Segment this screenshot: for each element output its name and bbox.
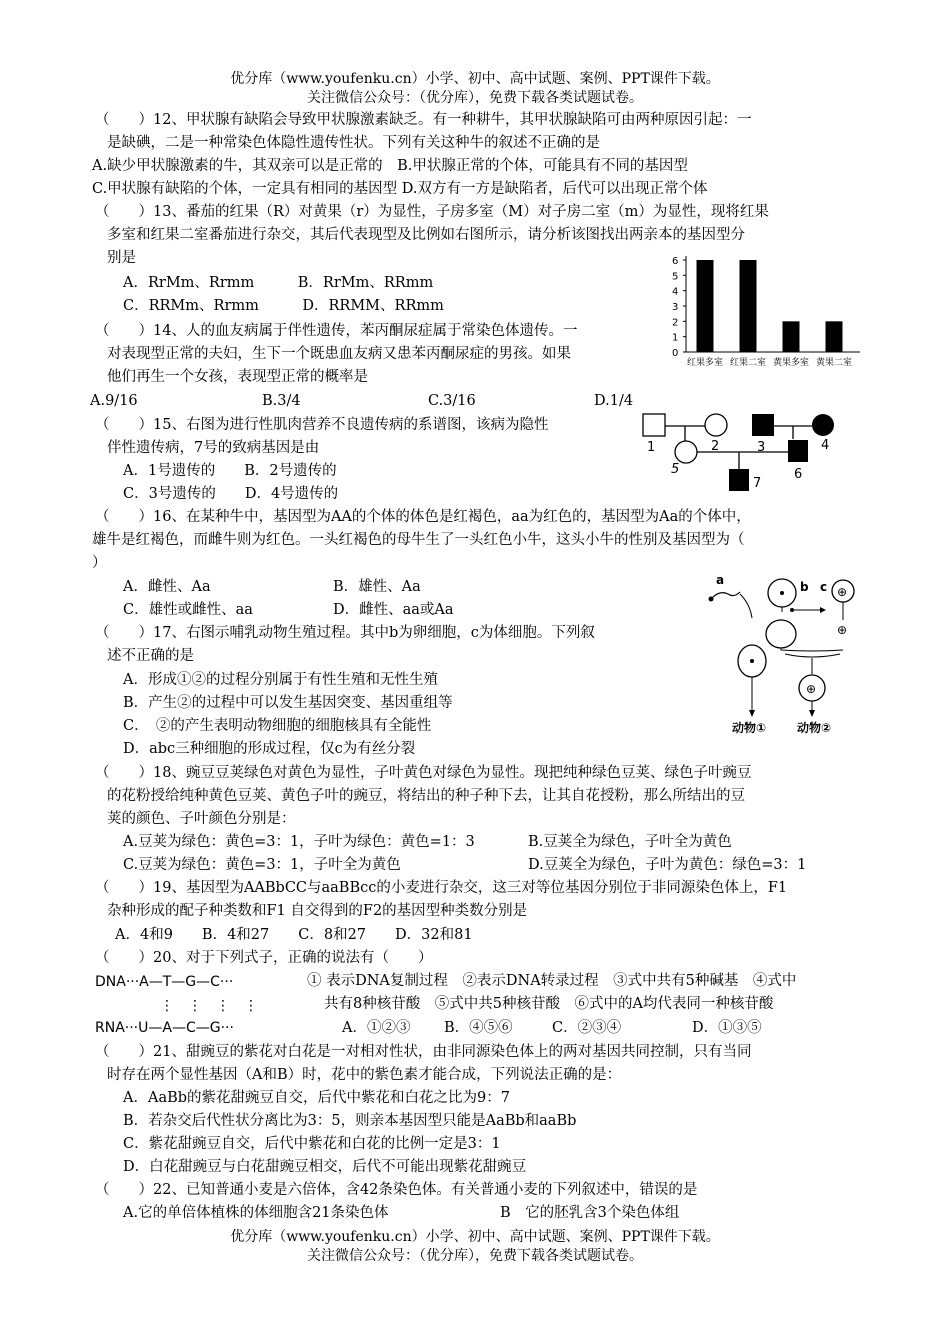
footer-line-2: 关注微信公众号：（优分库），免费下载各类试题试卷。: [307, 1248, 643, 1264]
q13-line-1: （ ）13、番茄的红果（R）对黄果（r）为显性，子房多室（M）对子房二室（m）为显性，现将红果: [95, 204, 769, 220]
label-c: c: [820, 580, 828, 594]
enucleated-egg: [766, 620, 796, 648]
q16-option-c: C．雄性或雌性、aa: [123, 602, 253, 618]
label-3: 3: [757, 440, 766, 455]
q16-line-3: ）: [92, 555, 107, 571]
q19-line-1: （ ）19、基因型为AABbCC与aaBBcc的小麦进行杂交，这三对等位基因分别位于非同源染色体上，F1: [95, 880, 788, 896]
label-7: 7: [753, 476, 762, 491]
sperm-a-head: [709, 597, 714, 602]
q20-option-d: D．①③⑤: [692, 1020, 762, 1036]
q13-options-ab: A．RrMm、Rrmm B．RrMm、RRmm: [123, 275, 434, 291]
q12-line-2: 是缺碘，二是一种常染色体隐性遗传性状。下列有关这种牛的叙述不正确的是: [107, 135, 600, 151]
q20-rna-strand: RNA···U—A—C—G···: [95, 1020, 234, 1036]
pedigree-chart: [635, 405, 865, 497]
q13-line-2: 多室和红果二室番茄进行杂交，其后代表现型及比例如右图所示，请分析该图找出两亲本的基因型分: [107, 227, 745, 243]
bar: [783, 321, 800, 352]
individual-7-male-affected: [729, 469, 749, 491]
q20-line-1: （ ）20、对于下列式子，正确的说法有（ ）: [95, 950, 433, 966]
y-tick-label: 1: [672, 332, 679, 344]
individual-3-male-affected: [752, 414, 774, 436]
q13-options-cd: C．RRMm、Rrmm D．RRMM、RRmm: [123, 298, 444, 314]
q12-line-1: （ ）12、甲状腺有缺陷会导致甲状腺激素缺乏。有一种耕牛，其甲状腺缺陷可由两种原因引起：一: [95, 112, 752, 128]
q22-line-1: （ ）22、已知普通小麦是六倍体，含42条染色体。有关普通小麦的下列叙述中，错误的是: [95, 1182, 698, 1198]
individual-4-female-affected: [812, 414, 834, 436]
q21-option-c: C．紫花甜豌豆自交，后代中紫花和白花的比例一定是3：1: [123, 1136, 501, 1152]
individual-1-male-normal: [643, 414, 665, 436]
q18-line-2: 的花粉授给纯种黄色豆荚、黄色子叶的豌豆，将结出的种子种下去，让其自花授粉，那么所结出的豆: [107, 788, 745, 804]
q16-option-a: A．雌性、Aa: [123, 579, 211, 595]
reconstructed-arrowhead: [809, 710, 815, 717]
q18-line-1: （ ）18、豌豆豆荚绿色对黄色为显性，子叶黄色对绿色为显性。现把纯种绿色豆荚、绿色子叶豌豆: [95, 765, 752, 781]
q18-line-3: 荚的颜色、子叶颜色分别是：: [107, 811, 296, 827]
q18-option-b: B.豆荚全为绿色，子叶全为黄色: [528, 834, 732, 850]
y-tick-label: 2: [672, 317, 679, 329]
q18-option-c: C.豆荚为绿色：黄色=3：1，子叶全为黄色: [123, 857, 401, 873]
x-category-label: 红果二室: [729, 358, 767, 368]
bar: [826, 321, 843, 352]
y-tick-label: 4: [672, 286, 679, 298]
q14-option-d: D.1/4: [594, 393, 634, 409]
q15-line-2: 伴性遗传病，7号的致病基因是由: [107, 440, 320, 456]
extracted-nucleus-plus: ⊕: [837, 623, 848, 637]
zygote-nucleus: [750, 659, 754, 663]
header-line-1: 优分库（www.youfenku.cn）小学、初中、高中试题、案例、PPT课件下载。: [230, 71, 720, 87]
q16-line-2: 雄牛是红褐色，而雌牛则为红色。一头红褐色的母牛生了一头红色小牛，这头小牛的性别及基因型为（: [92, 532, 745, 548]
q12-line-4: C.甲状腺有缺陷的个体，一定具有相同的基因型 D.双方有一方是缺陷者，后代可以出现正常个体: [92, 181, 708, 197]
q16-option-b: B．雄性、Aa: [333, 579, 421, 595]
removed-nucleus: [790, 608, 794, 612]
q21-option-d: D．白花甜豌豆与白花甜豌豆相交，后代不可能出现紫花甜豌豆: [123, 1159, 527, 1175]
q14-line-1: （ ）14、人的血友病属于伴性遗传，苯丙酮尿症属于常染色体遗传。一: [95, 323, 578, 339]
egg-b-nucleus: [780, 591, 784, 595]
q15-line-1: （ ）15、右图为进行性肌肉营养不良遗传病的系谱图，该病为隐性: [95, 417, 549, 433]
fusion-merge: [785, 654, 840, 657]
q17-option-d: D．abc三种细胞的形成过程，仅c为有丝分裂: [123, 741, 416, 757]
q14-option-c: C.3/16: [428, 393, 476, 409]
fusion-lines: [781, 648, 843, 651]
header-line-2: 关注微信公众号：（优分库），免费下载各类试题试卷。: [307, 90, 643, 106]
label-animal-2: 动物②: [797, 721, 832, 735]
reproduction-diagram: [700, 570, 870, 740]
q21-line-2: 时存在两个显性基因（A和B）时，花中的紫色素才能合成，下列说法正确的是：: [107, 1067, 622, 1083]
y-tick-label: 6: [672, 256, 679, 267]
q17-line-2: 述不正确的是: [107, 648, 194, 664]
q19-line-2: 杂种形成的配子种类数和F1 自交得到的F2的基因型种类数分别是: [107, 903, 528, 919]
q20-dna-strand: DNA···A—T—G—C···: [95, 974, 234, 990]
label-2: 2: [711, 439, 720, 454]
q16-line-1: （ ）16、在某种牛中，基因型为AA的个体的体色是红褐色，aa为红色的，基因型为Aa的个体中，: [95, 509, 751, 525]
label-5: 5: [671, 462, 680, 477]
nucleus-removed-arrowhead: [820, 607, 826, 613]
y-tick-label: 3: [672, 302, 679, 313]
q14-option-a: A.9/16: [90, 393, 138, 409]
q21-option-a: A．AaBb的紫花甜豌豆自交，后代中紫花和白花之比为9：7: [123, 1090, 510, 1106]
q12-line-3: A.缺少甲状腺激素的牛，其双亲可以是正常的 B.甲状腺正常的个体，可能具有不同的基因型: [92, 158, 688, 174]
q22-option-b: B 它的胚乳含3个染色体组: [500, 1205, 680, 1221]
label-6: 6: [794, 467, 803, 482]
somatic-nucleus-plus: ⊕: [837, 585, 848, 599]
x-category-label: 黄果多室: [772, 358, 810, 368]
q20-option-c: C．②③④: [552, 1020, 622, 1036]
label-a: a: [716, 573, 725, 587]
label-animal-1: 动物①: [732, 721, 767, 735]
q17-option-c: C． ②的产生表明动物细胞的细胞核具有全能性: [123, 718, 432, 734]
q20-option-a: A．①②③: [342, 1020, 411, 1036]
q17-line-1: （ ）17、右图示哺乳动物生殖过程。其中b为卵细胞，c为体细胞。下列叙: [95, 625, 595, 641]
q13-line-3: 别是: [107, 250, 136, 266]
label-b: b: [800, 580, 809, 594]
y-tick-label: 0: [672, 348, 679, 359]
q15-options-ab: A．1号遗传的 B．2号遗传的: [123, 463, 337, 479]
bar: [697, 260, 714, 352]
sperm-a: [712, 592, 740, 598]
q21-option-b: B．若杂交后代性状分离比为3：5，则亲本基因型只能是AaBb和aaBb: [123, 1113, 577, 1129]
label-4: 4: [821, 438, 830, 453]
q20-statement-1: ① 表示DNA复制过程 ②表示DNA转录过程 ③式中共有5种碱基 ④式中: [307, 973, 797, 989]
q17-option-a: A．形成①②的过程分别属于有性生殖和无性生殖: [123, 672, 438, 688]
sperm-path-arrow: [740, 594, 752, 618]
q20-base-pair-dots: ⋮ ⋮ ⋮ ⋮: [160, 998, 258, 1014]
reconstructed-nucleus-plus: ⊕: [806, 682, 817, 696]
q22-option-a: A.它的单倍体植株的体细胞含21条染色体: [123, 1205, 389, 1221]
q18-option-a: A.豆荚为绿色：黄色=3：1，子叶为绿色：黄色=1：3: [123, 834, 475, 850]
bar-chart: [660, 248, 865, 370]
footer-line-1: 优分库（www.youfenku.cn）小学、初中、高中试题、案例、PPT课件下载。: [230, 1229, 720, 1245]
q14-line-3: 他们再生一个女孩，表现型正常的概率是: [107, 369, 368, 385]
individual-5-female-normal: [675, 441, 697, 463]
individual-6-male-affected: [788, 440, 808, 462]
q15-options-cd: C．3号遗传的 D．4号遗传的: [123, 486, 339, 502]
bar: [740, 260, 757, 352]
q18-option-d: D.豆荚全为绿色，子叶为黄色：绿色=3：1: [528, 857, 807, 873]
q20-option-b: B．④⑤⑥: [444, 1020, 513, 1036]
y-tick-label: 5: [672, 271, 679, 283]
q17-option-b: B．产生②的过程中可以发生基因突变、基因重组等: [123, 695, 453, 711]
q21-line-1: （ ）21、甜豌豆的紫花对白花是一对相对性状，由非同源染色体上的两对基因共同控制，只有当同: [95, 1044, 752, 1060]
q16-option-d: D．雌性、aa或Aa: [333, 602, 454, 618]
label-1: 1: [647, 440, 656, 455]
q14-line-2: 对表现型正常的夫妇，生下一个既患血友病又患苯丙酮尿症的男孩。如果: [107, 346, 571, 362]
q14-option-b: B.3/4: [262, 393, 301, 409]
x-category-label: 红果多室: [686, 358, 724, 368]
q20-statement-2: 共有8种核苷酸 ⑤式中共5种核苷酸 ⑥式中的A均代表同一种核苷酸: [324, 996, 774, 1012]
x-category-label: 黄果二室: [815, 358, 853, 368]
q19-options: A．4和9 B．4和27 C．8和27 D．32和81: [115, 927, 473, 943]
individual-2-female-normal: [705, 414, 727, 436]
zygote-arrowhead: [749, 710, 755, 717]
